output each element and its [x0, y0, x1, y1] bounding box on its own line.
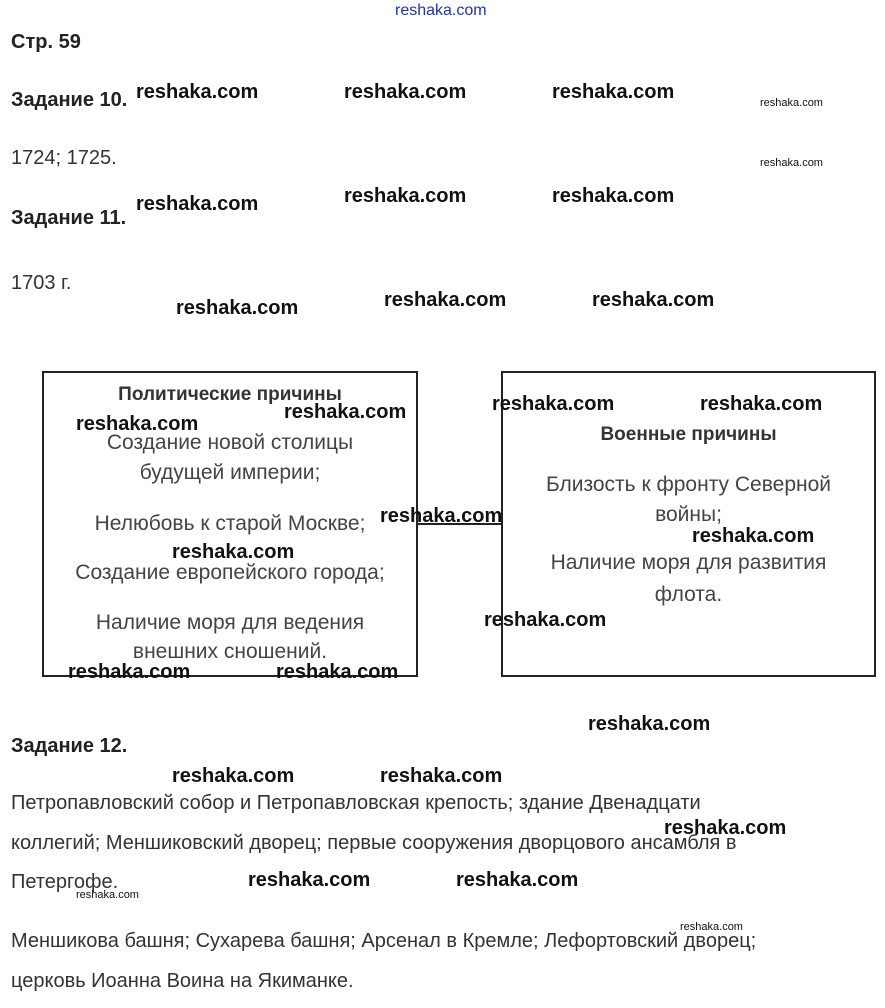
watermark: reshaka.com	[136, 81, 259, 103]
watermark: reshaka.com	[592, 289, 715, 311]
task10-title: Задание 10.	[11, 89, 128, 111]
watermark: reshaka.com	[692, 525, 815, 547]
watermark: reshaka.com	[248, 869, 371, 891]
task11-answer: 1703 г.	[11, 272, 72, 294]
watermark: reshaka.com	[552, 81, 675, 103]
watermark: reshaka.com	[680, 921, 743, 933]
watermark: reshaka.com	[552, 185, 675, 207]
military-reasons-title: Военные причины	[600, 424, 777, 445]
watermark: reshaka.com	[76, 889, 139, 901]
task12-title: Задание 12.	[11, 735, 128, 757]
political-reason-line: внешних сношений.	[132, 640, 328, 663]
political-reason-line: Создание новой столицы	[106, 431, 354, 454]
military-reason-line: флота.	[654, 583, 723, 606]
military-reason-line: войны;	[655, 503, 722, 526]
watermark: reshaka.com	[76, 413, 199, 435]
task12-paragraph1-line: Петропавловский собор и Петропавловская крепость; здание Двенадцати	[11, 792, 701, 814]
task12-paragraph1-line: Петергофе.	[11, 871, 119, 893]
watermark: reshaka.com	[380, 505, 503, 527]
political-reason-line: Наличие моря для ведения	[95, 611, 365, 634]
watermark: reshaka.com	[484, 609, 607, 631]
watermark: reshaka.com	[456, 869, 579, 891]
task10-answer: 1724; 1725.	[11, 147, 117, 169]
political-reason-line: будущей империи;	[139, 461, 321, 484]
task12-paragraph1-line: коллегий; Меншиковский дворец; первые сооружения дворцового ансамбля в	[11, 832, 737, 854]
watermark: reshaka.com	[136, 193, 259, 215]
top-watermark: reshaka.com	[395, 2, 487, 19]
political-reason-line: Нелюбовь к старой Москве;	[94, 512, 366, 535]
watermark: reshaka.com	[700, 393, 823, 415]
watermark: reshaka.com	[176, 297, 299, 319]
task12-paragraph2-line: церковь Иоанна Воина на Якиманке.	[11, 970, 354, 992]
watermark: reshaka.com	[344, 81, 467, 103]
watermark: reshaka.com	[664, 817, 787, 839]
watermark: reshaka.com	[172, 765, 295, 787]
page-label: Стр. 59	[11, 31, 81, 53]
task11-title: Задание 11.	[11, 207, 127, 229]
watermark: reshaka.com	[344, 185, 467, 207]
political-reason-line: Создание европейского города;	[75, 561, 385, 584]
watermark: reshaka.com	[284, 401, 407, 423]
military-reason-line: Наличие моря для развития	[550, 551, 827, 574]
watermark: reshaka.com	[760, 157, 823, 169]
military-reason-line: Близость к фронту Северной	[545, 473, 832, 496]
watermark: reshaka.com	[760, 97, 823, 109]
watermark: reshaka.com	[276, 661, 399, 683]
watermark: reshaka.com	[380, 765, 503, 787]
watermark: reshaka.com	[172, 541, 295, 563]
watermark: reshaka.com	[588, 713, 711, 735]
watermark: reshaka.com	[384, 289, 507, 311]
watermark: reshaka.com	[68, 661, 191, 683]
political-reasons-title: Политические причины	[118, 384, 342, 405]
watermark: reshaka.com	[492, 393, 615, 415]
task12-paragraph2-line: Меншикова башня; Сухарева башня; Арсенал в Кремле; Лефортовский дворец;	[11, 930, 757, 952]
